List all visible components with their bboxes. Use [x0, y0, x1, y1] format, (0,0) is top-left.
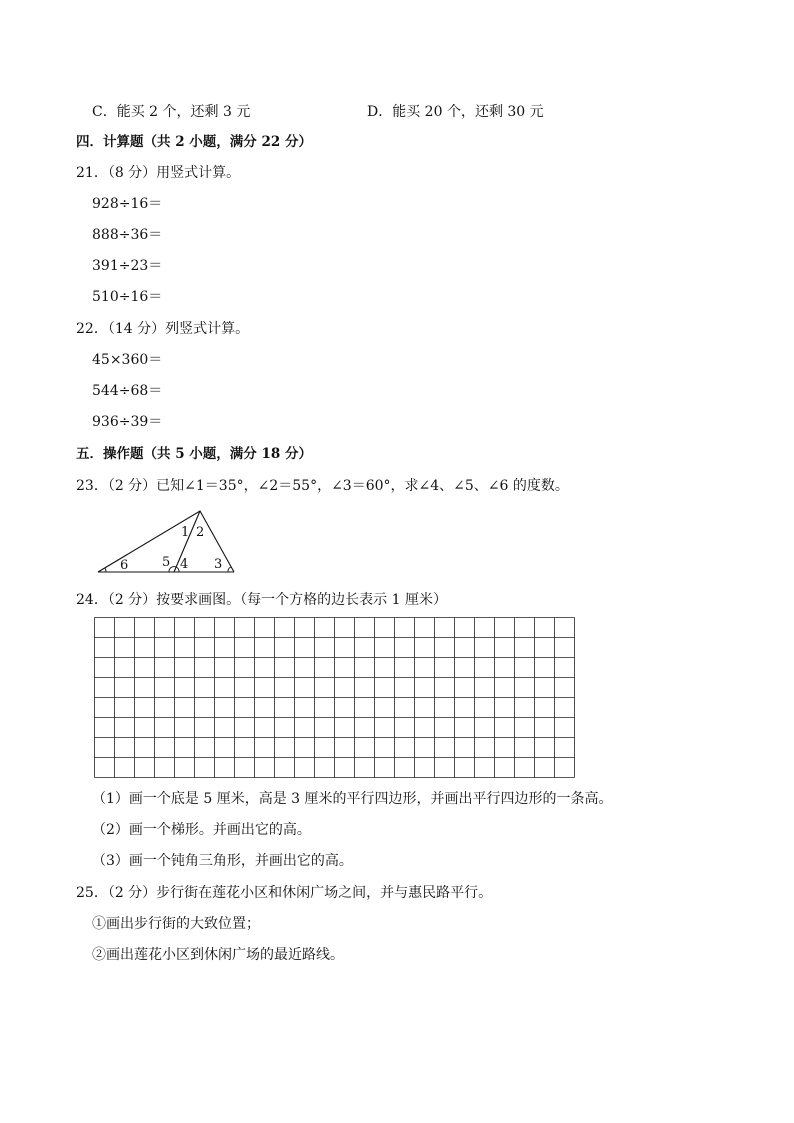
q24-sub-1: （1）画一个底是 5 厘米，高是 3 厘米的平行四边形，并画出平行四边形的一条高。: [92, 791, 613, 807]
option-c: C．能买 2 个，还剩 3 元: [92, 104, 251, 120]
angle-label-5: 5: [162, 555, 171, 570]
q25-sub-2: ②画出莲花小区到休闲广场的最近路线。: [92, 947, 344, 963]
section-4-title: 四．计算题（共 2 小题，满分 22 分）: [76, 134, 312, 150]
q21-item-4: 510÷16＝: [92, 289, 163, 305]
option-d: D．能买 20 个，还剩 30 元: [367, 104, 544, 120]
q24-sub-3: （3）画一个钝角三角形，并画出它的高。: [92, 853, 353, 869]
angle-arc-4: [176, 567, 179, 572]
angle-label-6: 6: [120, 558, 129, 573]
q24-stem: 24．（2 分）按要求画图。（每一个方格的边长表示 1 厘米）: [76, 592, 447, 608]
q25-sub-1: ①画出步行街的大致位置；: [92, 916, 260, 932]
q22-item-3: 936÷39＝: [92, 414, 163, 430]
triangle-figure: [96, 508, 238, 574]
angle-label-1: 1: [181, 525, 190, 540]
q25-stem: 25．（2 分）步行街在莲花小区和休闲广场之间，并与惠民路平行。: [76, 885, 493, 901]
angle-arc-6: [105, 568, 106, 572]
q21-item-2: 888÷36＝: [92, 227, 163, 243]
q21-stem: 21．（8 分）用竖式计算。: [76, 165, 241, 181]
angle-label-3: 3: [214, 557, 223, 572]
angle-label-2: 2: [196, 525, 205, 540]
q22-stem: 22．（14 分）列竖式计算。: [76, 321, 250, 337]
q21-item-1: 928÷16＝: [92, 196, 163, 212]
q22-item-1: 45×360＝: [92, 352, 163, 368]
drawing-grid[interactable]: [94, 617, 575, 778]
q22-item-2: 544÷68＝: [92, 383, 163, 399]
q23-stem: 23．（2 分）已知∠1＝35°，∠2＝55°，∠3＝60°，求∠4、∠5、∠6 的度数。: [76, 478, 569, 494]
q21-item-3: 391÷23＝: [92, 258, 163, 274]
angle-arc-3: [228, 567, 231, 572]
section-5-title: 五．操作题（共 5 小题，满分 18 分）: [76, 446, 312, 462]
angle-label-4: 4: [180, 557, 189, 572]
q24-sub-2: （2）画一个梯形。并画出它的高。: [92, 822, 311, 838]
